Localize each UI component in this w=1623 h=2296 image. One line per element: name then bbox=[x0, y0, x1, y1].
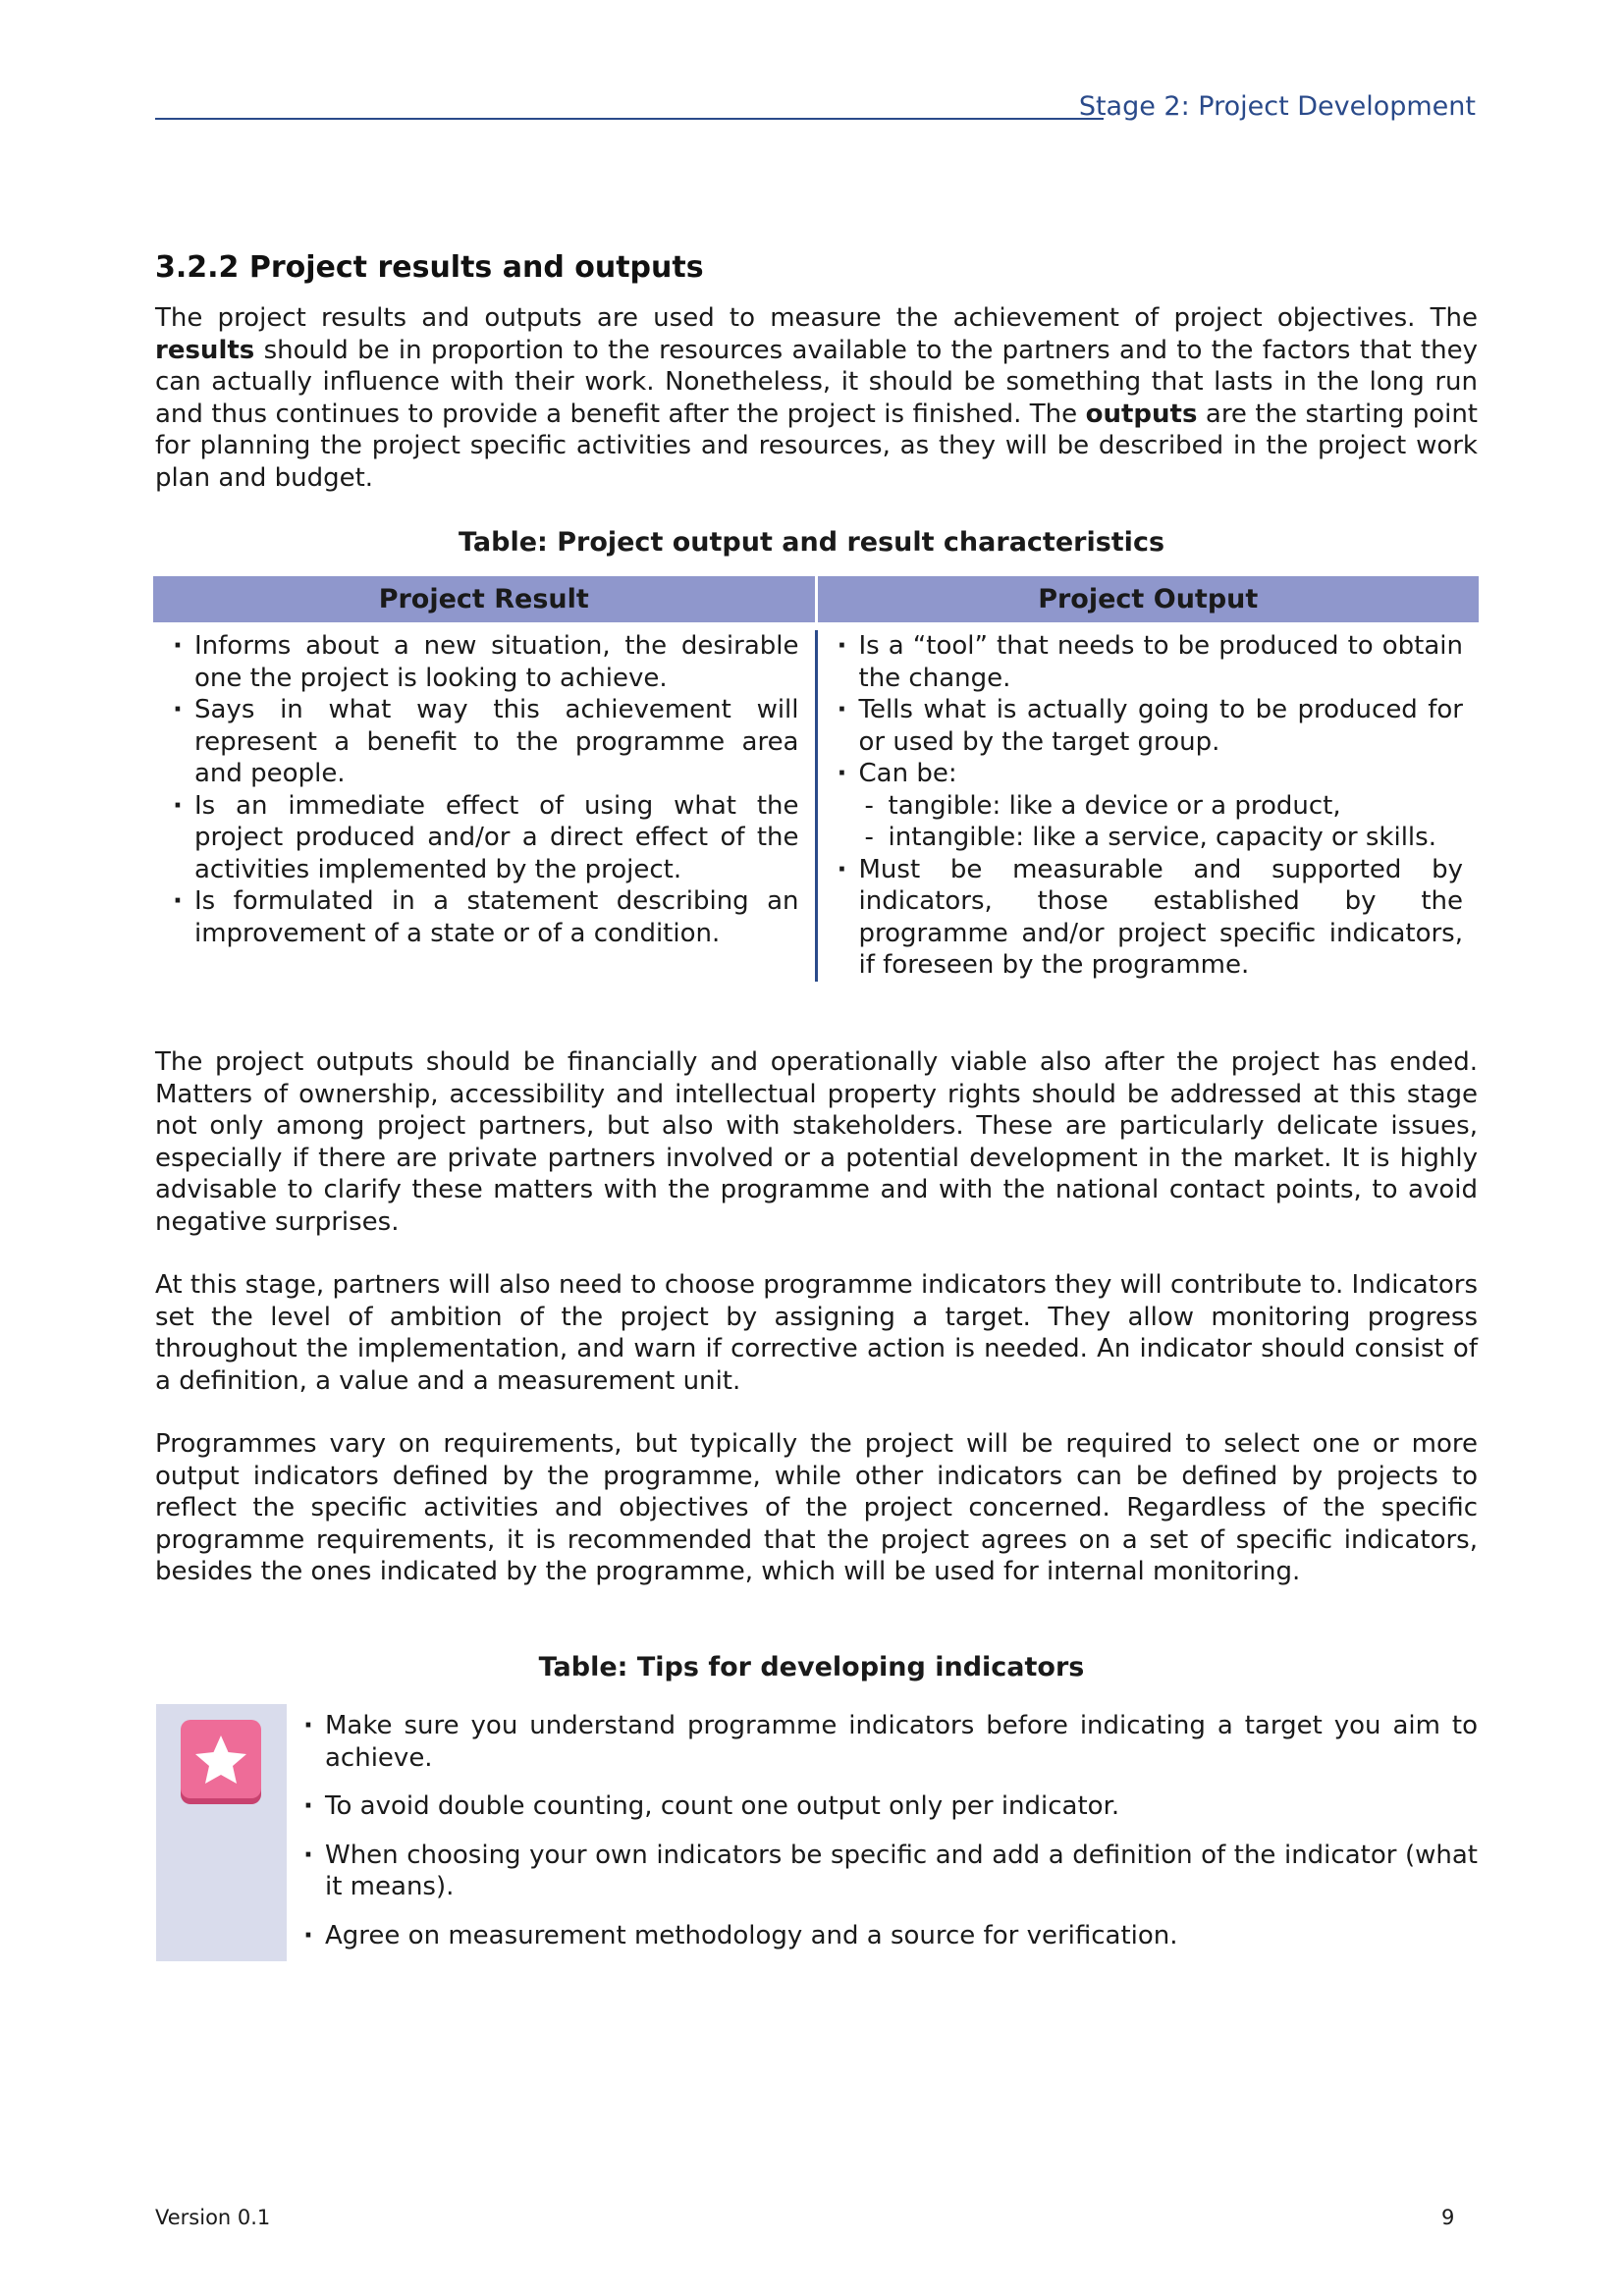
characteristics-table bbox=[153, 576, 1479, 982]
body-paragraph-2: At this stage, partners will also need to choose programme indicators they will contribute to. Indicators set the level of ambition of the project by assigning a target. They allow monitoring progress throughout the implementation, and warn if corrective action is needed. An indicator should consist of a definition, a value and a measurement unit. bbox=[155, 1270, 1478, 1396]
list-item: · Is a “tool” that needs to be produced to obtain the change. bbox=[832, 630, 1464, 694]
intro-text-3: are the starting point for planning the project specific activities and resources, as they will be described in the project work plan and budget. bbox=[155, 399, 1478, 493]
list-item: · Informs about a new situation, the desirable one the project is looking to achieve. bbox=[167, 630, 799, 694]
table1-caption: Table: Project output and result characteristics bbox=[458, 527, 1165, 558]
header-project-result: Project Result bbox=[378, 584, 589, 614]
body-paragraph-3: Programmes vary on requirements, but typically the project will be required to select one or more output indicators defined by the programme, while other indicators can be defined by projects to reflect the specific activities and objectives of the project concerned. Regardless of the specific programme requirements, it is recommended that the project agrees on a set of specific indicators, besides the ones indicated by the programme, which will be used for internal monitoring. bbox=[155, 1429, 1478, 1586]
table2-caption: Table: Tips for developing indicators bbox=[538, 1652, 1085, 1682]
list-item: · Must be measurable and supported by indicators, those established by the programme and/or project specific indicators, if foreseen by the programme. bbox=[832, 854, 1464, 982]
table-body-row bbox=[153, 630, 1479, 982]
tips-list bbox=[299, 1710, 1478, 1968]
body-paragraph-1: The project outputs should be financially and operationally viable also after the project has ended. Matters of ownership, accessibility and intellectual property rights should be addressed at this stage not only among project partners, but also with stakeholders. These are particularly delicate issues, especially if there are private partners involved or a potential development in the market. It is highly advisable to clarify these matters with the programme and with the national contact points, to avoid negative surprises. bbox=[155, 1047, 1478, 1237]
tip-item: · Agree on measurement methodology and a source for verification. bbox=[299, 1920, 1478, 1952]
header-project-output: Project Output bbox=[1038, 584, 1259, 614]
header-rule bbox=[155, 118, 1104, 120]
intro-text-1: The project results and outputs are used to measure the achievement of project objectives. The bbox=[155, 303, 1478, 333]
tip-item: · To avoid double counting, count one output only per indicator. bbox=[299, 1790, 1478, 1823]
page-number: 9 bbox=[1441, 2206, 1455, 2229]
intro-bold-results: results bbox=[155, 335, 255, 365]
tip-item: · Make sure you understand programme indicators before indicating a target you aim to achieve. bbox=[299, 1710, 1478, 1774]
list-item: · Can be: bbox=[832, 758, 1464, 790]
result-column bbox=[153, 630, 815, 982]
list-item: · Tells what is actually going to be produced for or used by the target group. bbox=[832, 694, 1464, 758]
list-item: · Is formulated in a statement describing an improvement of a state or of a condition. bbox=[167, 885, 799, 949]
intro-paragraph bbox=[155, 302, 1478, 494]
intro-text-2: should be in proportion to the resources available to the partners and to the factors that they can actually influence with their work. Nonetheless, it should be something that lasts in the long run and thus continues to provide a benefit after the project is finished. The bbox=[155, 335, 1478, 429]
footer-version: Version 0.1 bbox=[155, 2206, 271, 2229]
table-header-row bbox=[153, 576, 1479, 622]
star-icon bbox=[179, 1718, 263, 1806]
list-item: · Says in what way this achievement will represent a benefit to the programme area and people. bbox=[167, 694, 799, 790]
section-heading: 3.2.2 Project results and outputs bbox=[155, 250, 704, 285]
tip-item: · When choosing your own indicators be specific and add a definition of the indicator (what it means). bbox=[299, 1840, 1478, 1903]
list-item: · Is an immediate effect of using what the project produced and/or a direct effect of the activities implemented by the project. bbox=[167, 790, 799, 886]
intro-bold-outputs: outputs bbox=[1085, 399, 1198, 429]
output-column bbox=[818, 630, 1480, 982]
running-header: Stage 2: Project Development bbox=[1078, 91, 1476, 122]
sub-list-item: - intangible: like a service, capacity or skills. bbox=[832, 822, 1464, 854]
sub-list-item: - tangible: like a device or a product, bbox=[832, 790, 1464, 823]
